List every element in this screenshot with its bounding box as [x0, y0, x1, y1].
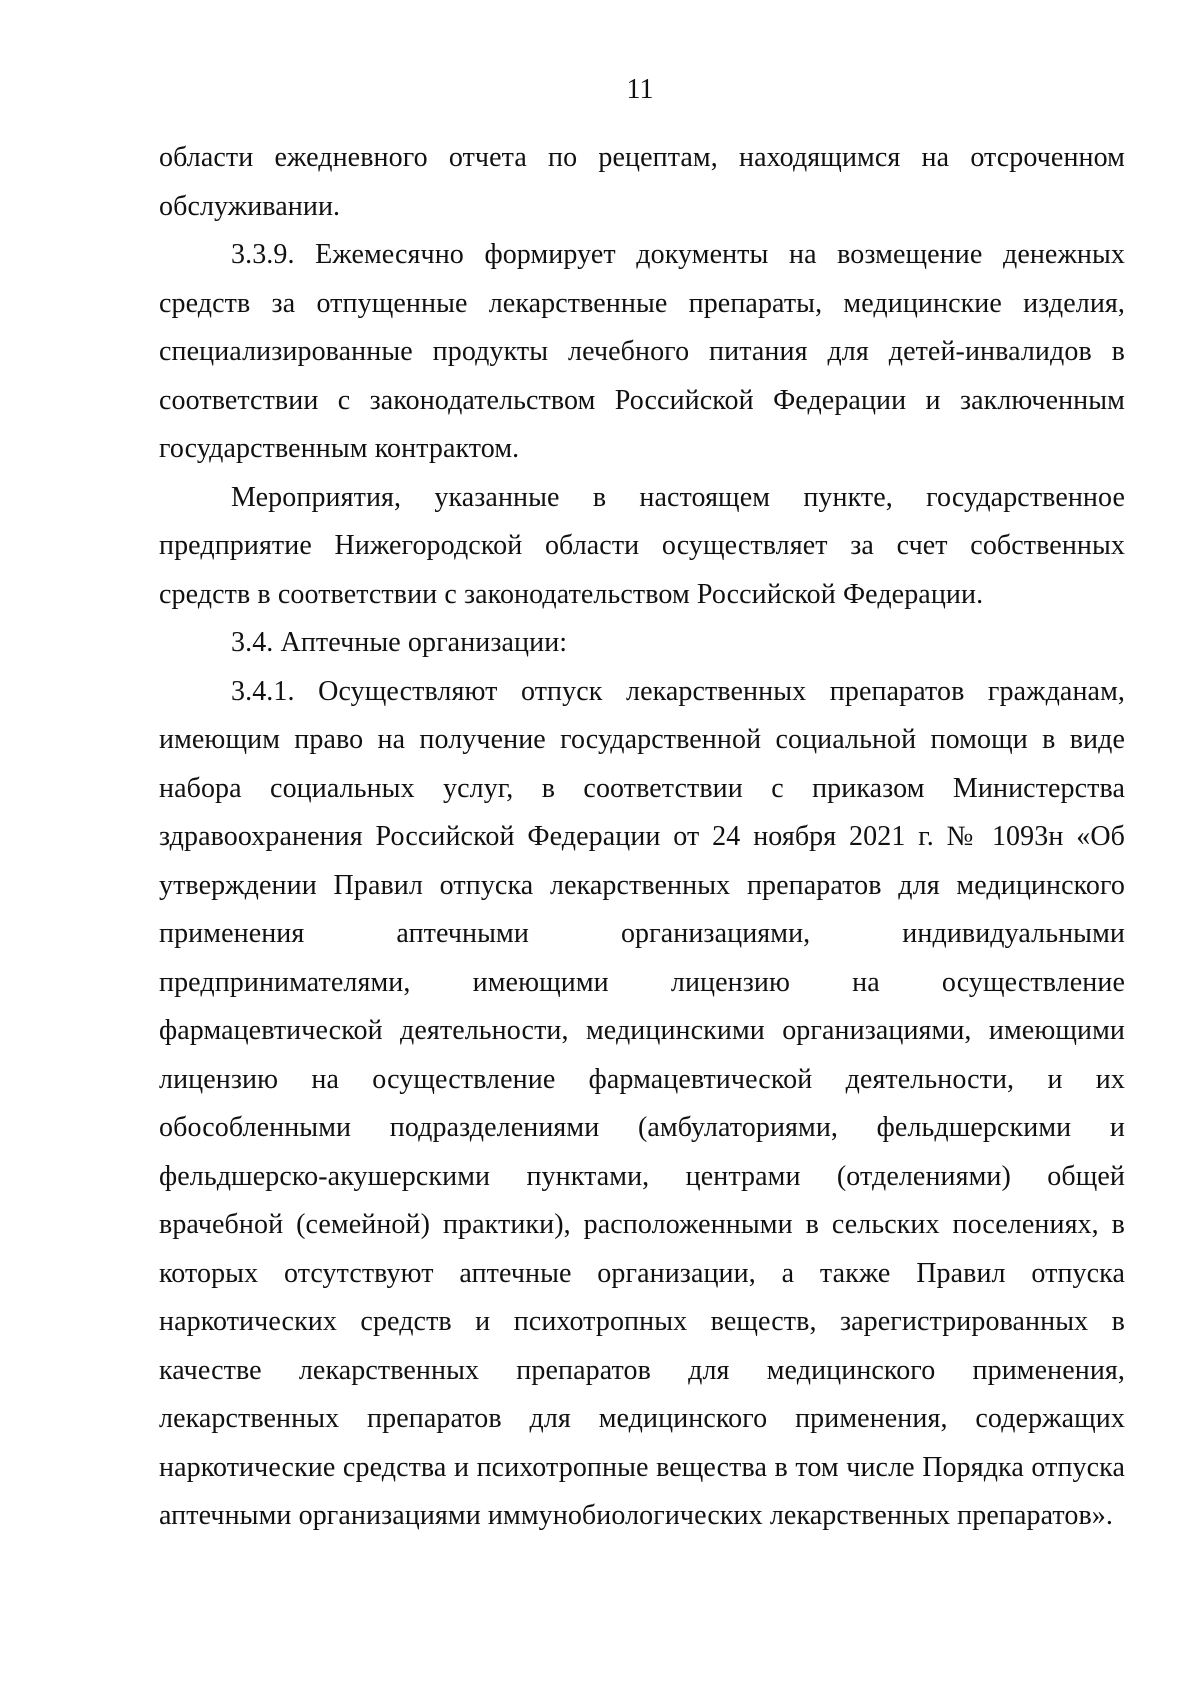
paragraph-3-3-9: 3.3.9. Ежемесячно формирует документы на возмещение денежных средств за отпущенные лекарственные препараты, медицинские изделия, специализированные продукты лечебного питания для детей-инвалидов в соответствии с законодательством Российской Федерации и заключенным государственным контрактом. — [159, 239, 1125, 464]
document-body — [159, 134, 1125, 1541]
paragraph-3-4: 3.4. Аптечные организации: — [231, 627, 568, 658]
paragraph-3-4-1: 3.4.1. Осуществляют отпуск лекарственных препаратов гражданам, имеющим право на получение государственной социальной помощи в виде набора социальных услуг, в соответствии с приказом Министерства здравоохранения Российской Федерации от 24 ноября 2021 г. № 1093н «Об утверждении Правил отпуска лекарственных препаратов для медицинского применения аптечными организациями, индивидуальными предпринимателями, имеющими лицензию на осуществление фармацевтической деятельности, медицинскими организациями, имеющими лицензию на осуществление фармацевтической деятельности, и их обособленными подразделениями (амбулаториями, фельдшерскими и фельдшерско-акушерскими пунктами, центрами (отделениями) общей врачебной (семейной) практики), расположенными в сельских поселениях, в которых отсутствуют аптечные организации, а также Правил отпуска наркотических средств и психотропных веществ, зарегистрированных в качестве лекарственных препаратов для медицинского применения, лекарственных препаратов для медицинского применения, содержащих наркотические средства и психотропные вещества в том числе Порядка отпуска аптечными организациями иммунобиологических лекарственных препаратов». — [159, 675, 1125, 1531]
paragraph-continuation: области ежедневного отчета по рецептам, находящимся на отсроченном обслуживании. — [159, 142, 1125, 222]
page-number: 11 — [626, 74, 654, 105]
paragraph-measures: Мероприятия, указанные в настоящем пункте, государственное предприятие Нижегородской области осуществляет за счет собственных средств в соответствии с законодательством Российской Федерации. — [159, 481, 1125, 610]
